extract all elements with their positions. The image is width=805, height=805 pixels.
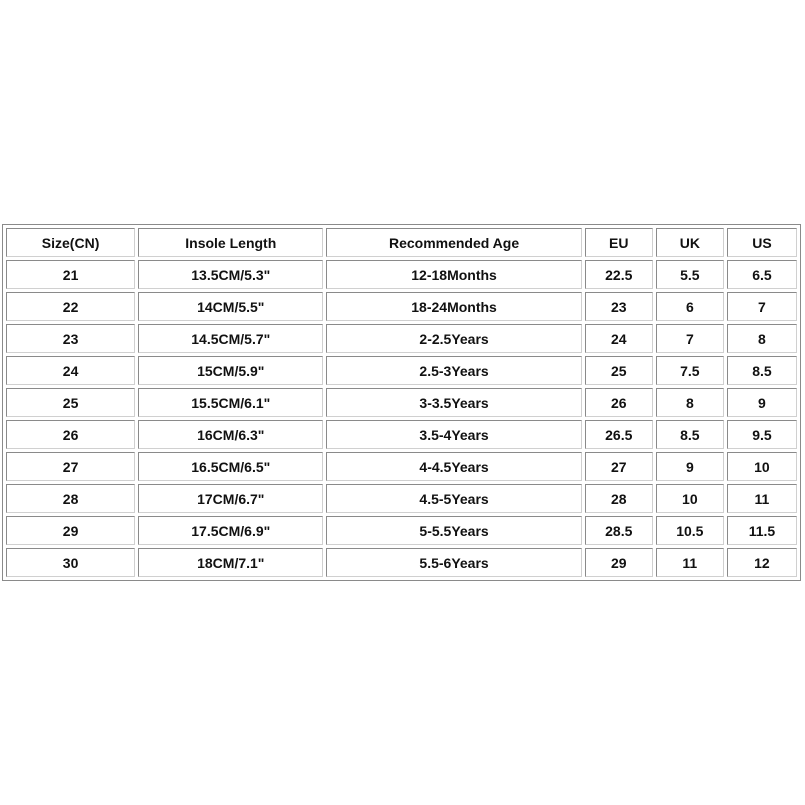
cell-recommended-age: 5.5-6Years: [326, 548, 581, 577]
cell-eu: 29: [585, 548, 653, 577]
cell-size-cn: 30: [6, 548, 135, 577]
cell-uk: 7.5: [656, 356, 724, 385]
cell-recommended-age: 12-18Months: [326, 260, 581, 289]
table-header-row: [6, 228, 797, 257]
table-row: [6, 388, 797, 417]
size-chart-table: [3, 225, 800, 580]
header-us: US: [727, 228, 797, 257]
cell-us: 11.5: [727, 516, 797, 545]
cell-size-cn: 24: [6, 356, 135, 385]
header-insole-length: Insole Length: [138, 228, 323, 257]
cell-uk: 5.5: [656, 260, 724, 289]
cell-us: 9: [727, 388, 797, 417]
cell-uk: 9: [656, 452, 724, 481]
table-row: [6, 484, 797, 513]
cell-insole-length: 18CM/7.1": [138, 548, 323, 577]
table-row: [6, 452, 797, 481]
cell-us: 6.5: [727, 260, 797, 289]
header-uk: UK: [656, 228, 724, 257]
cell-recommended-age: 2.5-3Years: [326, 356, 581, 385]
cell-insole-length: 15.5CM/6.1": [138, 388, 323, 417]
cell-size-cn: 21: [6, 260, 135, 289]
table-row: [6, 324, 797, 353]
cell-insole-length: 14.5CM/5.7": [138, 324, 323, 353]
cell-insole-length: 17.5CM/6.9": [138, 516, 323, 545]
cell-us: 12: [727, 548, 797, 577]
cell-eu: 27: [585, 452, 653, 481]
table-row: [6, 292, 797, 321]
cell-uk: 10.5: [656, 516, 724, 545]
table-row: [6, 260, 797, 289]
cell-size-cn: 23: [6, 324, 135, 353]
cell-recommended-age: 4-4.5Years: [326, 452, 581, 481]
cell-us: 10: [727, 452, 797, 481]
cell-size-cn: 25: [6, 388, 135, 417]
header-recommended-age: Recommended Age: [326, 228, 581, 257]
cell-recommended-age: 5-5.5Years: [326, 516, 581, 545]
cell-size-cn: 28: [6, 484, 135, 513]
cell-uk: 7: [656, 324, 724, 353]
table-row: [6, 548, 797, 577]
cell-eu: 23: [585, 292, 653, 321]
cell-size-cn: 26: [6, 420, 135, 449]
cell-eu: 22.5: [585, 260, 653, 289]
cell-us: 11: [727, 484, 797, 513]
cell-us: 8.5: [727, 356, 797, 385]
cell-eu: 26.5: [585, 420, 653, 449]
cell-insole-length: 15CM/5.9": [138, 356, 323, 385]
cell-eu: 28: [585, 484, 653, 513]
cell-us: 7: [727, 292, 797, 321]
cell-uk: 11: [656, 548, 724, 577]
cell-recommended-age: 18-24Months: [326, 292, 581, 321]
cell-uk: 10: [656, 484, 724, 513]
header-eu: EU: [585, 228, 653, 257]
header-size-cn: Size(CN): [6, 228, 135, 257]
cell-insole-length: 14CM/5.5": [138, 292, 323, 321]
cell-us: 8: [727, 324, 797, 353]
cell-eu: 25: [585, 356, 653, 385]
cell-insole-length: 16CM/6.3": [138, 420, 323, 449]
size-chart: [2, 224, 801, 581]
table-row: [6, 356, 797, 385]
cell-recommended-age: 3-3.5Years: [326, 388, 581, 417]
cell-insole-length: 16.5CM/6.5": [138, 452, 323, 481]
cell-insole-length: 13.5CM/5.3": [138, 260, 323, 289]
cell-size-cn: 22: [6, 292, 135, 321]
cell-size-cn: 29: [6, 516, 135, 545]
cell-uk: 8.5: [656, 420, 724, 449]
cell-insole-length: 17CM/6.7": [138, 484, 323, 513]
cell-eu: 26: [585, 388, 653, 417]
cell-uk: 8: [656, 388, 724, 417]
table-row: [6, 516, 797, 545]
cell-uk: 6: [656, 292, 724, 321]
cell-recommended-age: 4.5-5Years: [326, 484, 581, 513]
cell-recommended-age: 3.5-4Years: [326, 420, 581, 449]
cell-size-cn: 27: [6, 452, 135, 481]
cell-eu: 24: [585, 324, 653, 353]
table-row: [6, 420, 797, 449]
cell-eu: 28.5: [585, 516, 653, 545]
cell-recommended-age: 2-2.5Years: [326, 324, 581, 353]
cell-us: 9.5: [727, 420, 797, 449]
